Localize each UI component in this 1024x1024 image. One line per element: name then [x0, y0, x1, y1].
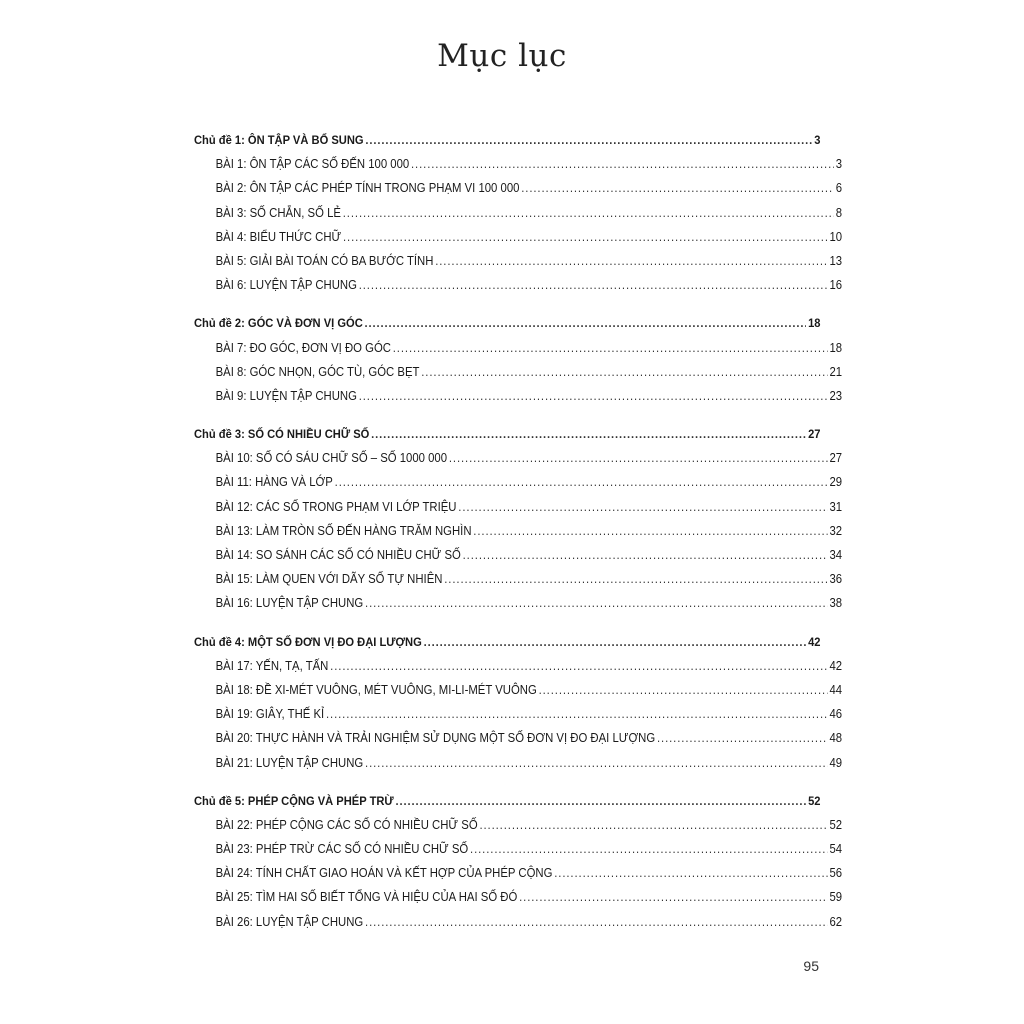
leader-dots [519, 890, 828, 904]
topic-label: Chủ đề 5: PHÉP CỘNG VÀ PHÉP TRỪ [194, 793, 394, 808]
toc-lesson[interactable] [194, 659, 842, 683]
leader-dots [359, 278, 828, 292]
page-number: 46 [829, 707, 843, 722]
lesson-label: BÀI 4: BIỂU THỨC CHỮ [215, 229, 342, 244]
lesson-label: BÀI 21: LUYỆN TẬP CHUNG [215, 755, 364, 770]
leader-dots [521, 181, 834, 195]
toc-lesson[interactable] [194, 365, 842, 389]
leader-dots [335, 475, 828, 489]
page-number: 49 [829, 755, 843, 770]
leader-dots [343, 230, 828, 244]
lesson-label: BÀI 19: GIÂY, THẾ KỈ [215, 707, 325, 722]
page-number: 27 [808, 427, 821, 442]
toc-lesson[interactable] [194, 683, 842, 707]
page-number: 62 [829, 914, 843, 929]
page-number: 3 [835, 157, 843, 172]
lesson-label: BÀI 26: LUYỆN TẬP CHUNG [215, 914, 364, 929]
page-number: 31 [829, 499, 843, 514]
toc-lesson[interactable] [194, 596, 842, 620]
toc-lesson[interactable] [194, 230, 842, 254]
lesson-label: BÀI 20: THỰC HÀNH VÀ TRẢI NGHIỆM SỬ DỤNG MỘT SỐ ĐƠN VỊ ĐO ĐẠI LƯỢNG [215, 731, 656, 746]
page-number: 38 [829, 596, 843, 611]
toc-lesson[interactable] [194, 890, 842, 914]
toc-topic-3[interactable] [194, 427, 820, 451]
lesson-label: BÀI 2: ÔN TẬP CÁC PHÉP TÍNH TRONG PHẠM VI 100 000 [215, 181, 520, 196]
leader-dots [396, 794, 807, 808]
leader-dots [326, 707, 828, 721]
footer-page-number: 95 [803, 958, 819, 974]
lesson-label: BÀI 8: GÓC NHỌN, GÓC TÙ, GÓC BẸT [215, 364, 420, 379]
leader-dots [444, 572, 827, 586]
lesson-label: BÀI 9: LUYỆN TẬP CHUNG [215, 388, 357, 403]
toc-lesson[interactable] [194, 756, 842, 780]
toc-lesson[interactable] [194, 278, 842, 302]
lesson-label: BÀI 12: CÁC SỐ TRONG PHẠM VI LỚP TRIỆU [215, 499, 457, 514]
lesson-label: BÀI 14: SO SÁNH CÁC SỐ CÓ NHIỀU CHỮ SỐ [215, 548, 461, 562]
page-number: 52 [808, 793, 821, 808]
page-number: 21 [829, 364, 843, 379]
page-number: 44 [829, 682, 843, 697]
page-number: 56 [829, 866, 843, 881]
page-number: 48 [829, 731, 843, 746]
toc-lesson[interactable] [194, 707, 842, 731]
page-number: 18 [808, 316, 821, 331]
lesson-label: BÀI 22: PHÉP CỘNG CÁC SỐ CÓ NHIỀU CHỮ SỐ [215, 817, 478, 832]
page-number: 59 [829, 890, 843, 905]
topic-label: Chủ đề 2: GÓC VÀ ĐƠN VỊ GÓC [194, 316, 363, 331]
lesson-label: BÀI 13: LÀM TRÒN SỐ ĐẾN HÀNG TRĂM NGHÌN [215, 523, 472, 538]
toc-lesson[interactable] [194, 731, 842, 755]
page-number: 3 [814, 133, 821, 147]
toc-lesson[interactable] [194, 157, 842, 181]
leader-dots [411, 157, 834, 171]
toc-lesson[interactable] [194, 915, 842, 939]
lesson-label: BÀI 6: LUYỆN TẬP CHUNG [215, 278, 357, 293]
leader-dots [424, 635, 807, 649]
page-number: 6 [835, 181, 843, 196]
page-number: 42 [829, 658, 843, 673]
leader-dots [435, 254, 827, 268]
toc-section-3 [194, 427, 843, 621]
leader-dots [365, 316, 807, 330]
toc-topic-2[interactable] [194, 316, 820, 340]
page-number: 8 [835, 205, 843, 220]
leader-dots [421, 365, 827, 379]
lesson-label: BÀI 5: GIẢI BÀI TOÁN CÓ BA BƯỚC TÍNH [215, 253, 434, 268]
leader-dots [479, 818, 827, 832]
toc-lesson[interactable] [194, 500, 842, 524]
toc-topic-1[interactable] [194, 133, 820, 157]
toc-topic-4[interactable] [194, 635, 820, 659]
lesson-label: BÀI 1: ÔN TẬP CÁC SỐ ĐẾN 100 000 [215, 157, 410, 172]
leader-dots [359, 389, 828, 403]
toc-section-2 [194, 316, 843, 413]
leader-dots [365, 133, 812, 147]
toc-lesson[interactable] [194, 842, 842, 866]
leader-dots [657, 731, 828, 745]
page-number: 32 [829, 523, 843, 538]
leader-dots [463, 548, 828, 562]
toc-lesson[interactable] [194, 572, 842, 596]
lesson-label: BÀI 18: ĐỀ XI-MÉT VUÔNG, MÉT VUÔNG, MI-LI-MÉT VUÔNG [215, 682, 537, 697]
toc-lesson[interactable] [194, 451, 842, 475]
leader-dots [473, 524, 827, 538]
leader-dots [449, 451, 828, 465]
toc-lesson[interactable] [194, 181, 842, 205]
lesson-label: BÀI 17: YẾN, TẠ, TẤN [215, 658, 329, 673]
page-number: 10 [829, 229, 843, 244]
page-number: 29 [829, 475, 843, 490]
toc-lesson[interactable] [194, 206, 842, 230]
toc-lesson[interactable] [194, 389, 842, 413]
lesson-label: BÀI 11: HÀNG VÀ LỚP [215, 475, 333, 490]
leader-dots [365, 756, 828, 770]
page-number: 54 [829, 842, 843, 857]
toc-lesson[interactable] [194, 341, 842, 365]
lesson-label: BÀI 16: LUYỆN TẬP CHUNG [215, 596, 364, 611]
topic-label: Chủ đề 4: MỘT SỐ ĐƠN VỊ ĐO ĐẠI LƯỢNG [194, 634, 422, 649]
toc-lesson[interactable] [194, 866, 842, 890]
toc-lesson[interactable] [194, 818, 842, 842]
toc-lesson[interactable] [194, 254, 842, 278]
leader-dots [554, 866, 827, 880]
lesson-label: BÀI 24: TÍNH CHẤT GIAO HOÁN VÀ KẾT HỢP CỦA PHÉP CỘNG [215, 866, 553, 881]
leader-dots [458, 500, 827, 514]
toc-section-1 [194, 133, 843, 302]
toc-section-5 [194, 793, 843, 939]
leader-dots [539, 683, 828, 697]
leader-dots [371, 427, 806, 441]
page-number: 23 [829, 388, 843, 403]
page-title: Mục lục [437, 38, 567, 74]
toc-lesson[interactable] [194, 475, 842, 499]
toc-topic-5[interactable] [194, 794, 820, 818]
toc-section-4 [194, 634, 843, 780]
leader-dots [365, 915, 828, 929]
page-number: 18 [829, 340, 843, 355]
page-number: 13 [829, 253, 843, 268]
page-number: 27 [829, 451, 843, 466]
leader-dots [330, 659, 828, 673]
page-number: 52 [829, 817, 843, 832]
topic-label: Chủ đề 1: ÔN TẬP VÀ BỔ SUNG [194, 133, 364, 147]
leader-dots [343, 206, 834, 220]
page-number: 42 [808, 634, 821, 649]
lesson-label: BÀI 3: SỐ CHẴN, SỐ LẺ [215, 205, 341, 220]
leader-dots [393, 341, 828, 355]
page-number: 36 [829, 572, 843, 587]
leader-dots [470, 842, 828, 856]
leader-dots [365, 596, 828, 610]
lesson-label: BÀI 23: PHÉP TRỪ CÁC SỐ CÓ NHIỀU CHỮ SỐ [215, 842, 469, 857]
page-number: 34 [829, 548, 843, 562]
lesson-label: BÀI 7: ĐO GÓC, ĐƠN VỊ ĐO GÓC [215, 340, 391, 355]
toc-lesson[interactable] [194, 548, 842, 572]
toc-lesson[interactable] [194, 524, 842, 548]
page-number: 16 [829, 278, 843, 293]
topic-label: Chủ đề 3: SỐ CÓ NHIỀU CHỮ SỐ [194, 427, 370, 442]
lesson-label: BÀI 25: TÌM HAI SỐ BIẾT TỔNG VÀ HIỆU CỦA HAI SỐ ĐÓ [215, 890, 518, 905]
table-of-contents [194, 133, 843, 953]
lesson-label: BÀI 10: SỐ CÓ SÁU CHỮ SỐ – SỐ 1000 000 [215, 451, 448, 466]
lesson-label: BÀI 15: LÀM QUEN VỚI DÃY SỐ TỰ NHIÊN [215, 572, 443, 587]
